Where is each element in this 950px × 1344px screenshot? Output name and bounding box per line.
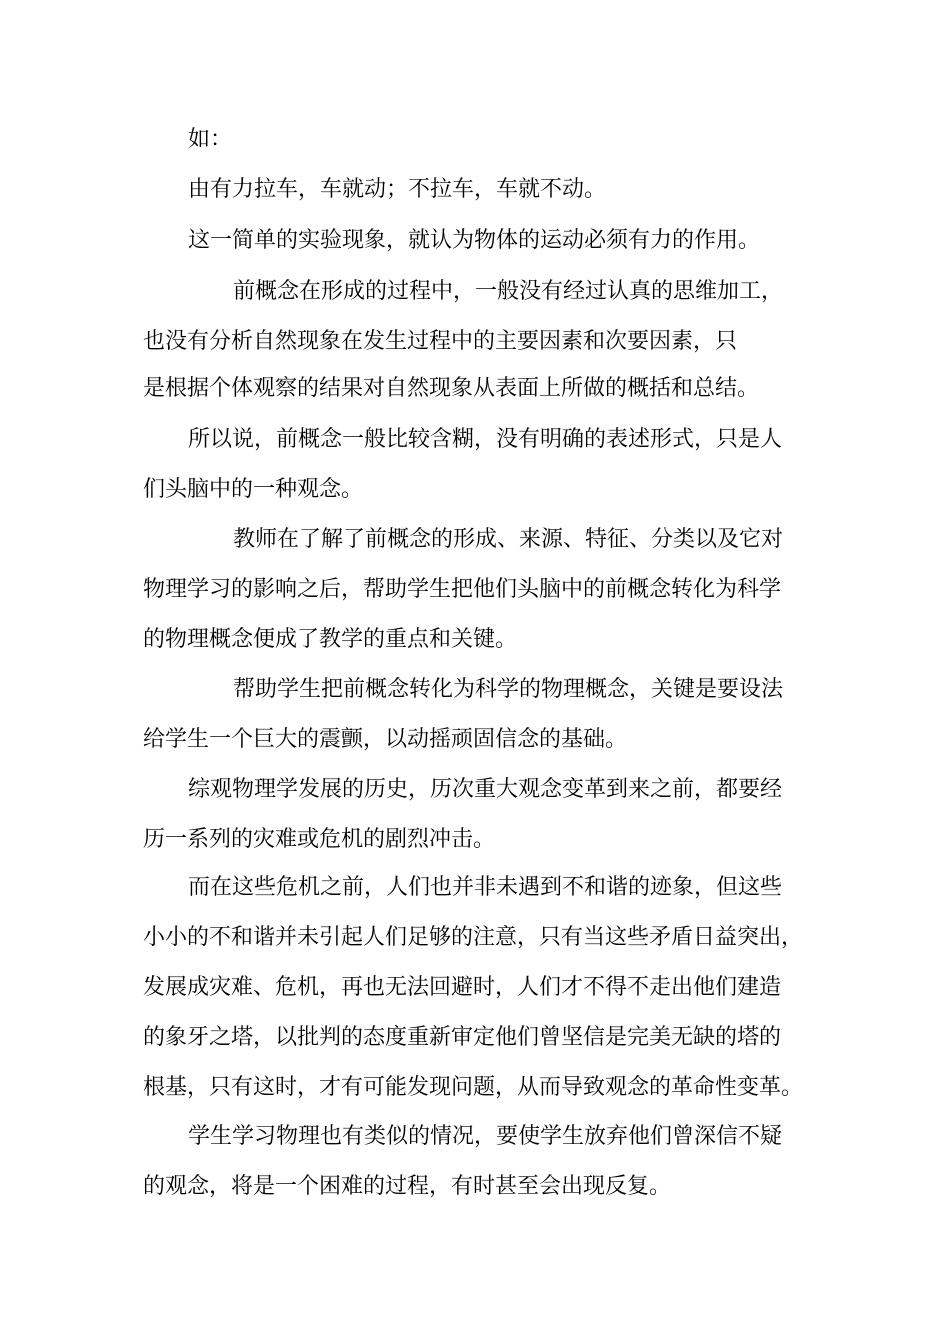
text-line: 给学生一个巨大的震颤，以动摇顽固信念的基础。 <box>143 727 628 752</box>
text-line: 物理学习的影响之后，帮助学生把他们头脑中的前概念转化为科学 <box>143 577 782 602</box>
text-line: 是根据个体观察的结果对自然现象从表面上所做的概括和总结。 <box>143 376 760 401</box>
text-line: 由有力拉车，车就动；不拉车，车就不动。 <box>188 177 607 202</box>
text-line: 小小的不和谐并未引起人们足够的注意，只有当这些矛盾日益突出， <box>143 925 804 950</box>
text-line: 前概念在形成的过程中，一般没有经过认真的思维加工， <box>233 279 784 304</box>
text-line: 帮助学生把前概念转化为科学的物理概念，关键是要设法 <box>233 677 784 702</box>
text-line: 发展成灾难、危机，再也无法回避时，人们才不得不走出他们建造 <box>143 975 782 1000</box>
text-line: 根基，只有这时，才有可能发现问题，从而导致观念的革命性变革。 <box>143 1075 804 1100</box>
text-line: 学生学习物理也有类似的情况，要使学生放弃他们曾深信不疑 <box>188 1124 783 1149</box>
text-line: 也没有分析自然现象在发生过程中的主要因素和次要因素，只 <box>143 329 738 354</box>
text-line: 历一系列的灾难或危机的剧烈冲击。 <box>143 827 496 852</box>
text-line: 教师在了解了前概念的形成、来源、特征、分类以及它对 <box>233 527 784 552</box>
text-line: 而在这些危机之前，人们也并非未遇到不和谐的迹象，但这些 <box>188 875 783 900</box>
text-line: 的物理概念便成了教学的重点和关键。 <box>143 627 518 652</box>
text-line: 们头脑中的一种观念。 <box>143 477 364 502</box>
text-line: 的观念，将是一个困难的过程，有时甚至会出现反复。 <box>143 1174 672 1199</box>
text-line: 的象牙之塔，以批判的态度重新审定他们曾坚信是完美无缺的塔的 <box>143 1025 782 1050</box>
text-line: 综观物理学发展的历史，历次重大观念变革到来之前，都要经 <box>188 777 783 802</box>
text-line: 如： <box>188 127 233 152</box>
text-line: 这一简单的实验现象，就认为物体的运动必须有力的作用。 <box>188 228 761 253</box>
text-line: 所以说，前概念一般比较含糊，没有明确的表述形式，只是人 <box>188 427 783 452</box>
